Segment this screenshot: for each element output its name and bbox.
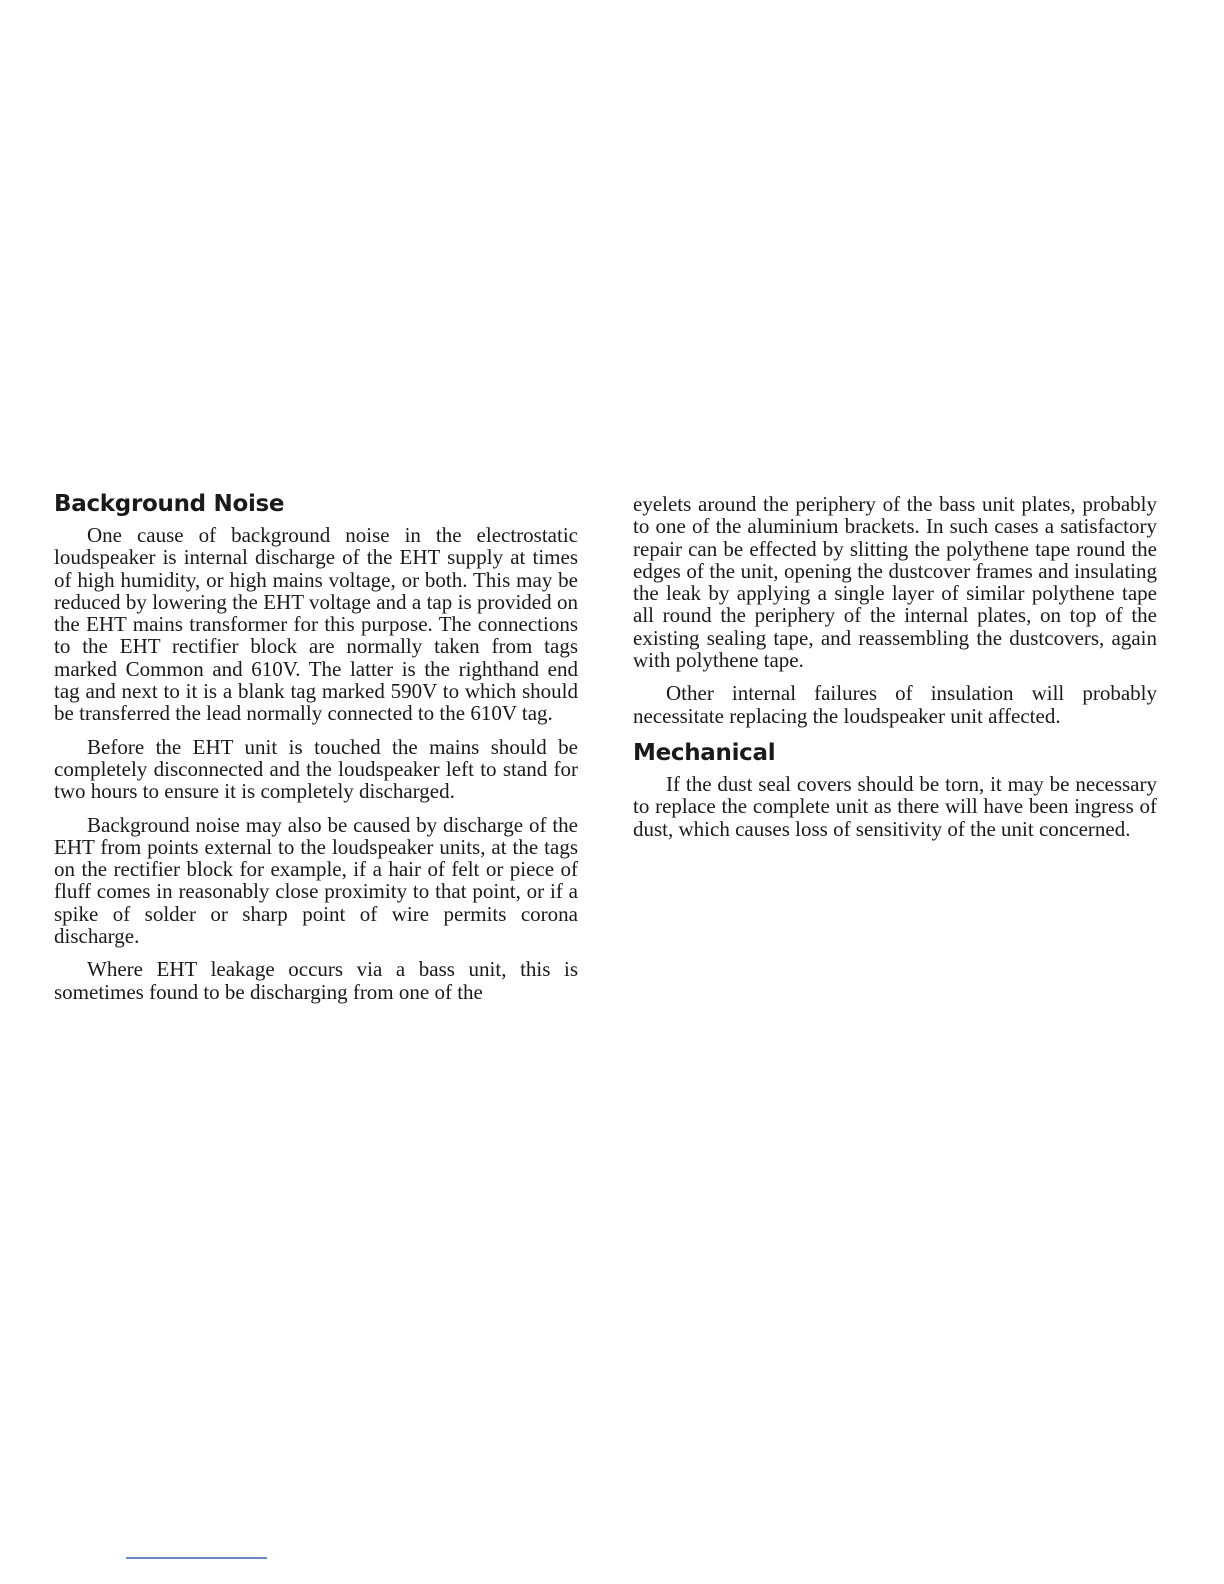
paragraph-other-failures: Other internal failures of insulation will probably necessitate replacing the loudspeaker unit affected. <box>633 681 1157 728</box>
right-column <box>633 493 1157 851</box>
paragraph-continuation-repair: eyelets around the periphery of the bass unit plates, probably to one of the aluminium brackets. In such cases a satisfactory repair can be effected by slitting the polythene tape round the edges of the unit, opening the dustcover frames and insulating the leak by applying a single layer of similar polythene tape all round the periphery of the internal plates, on top of the existing sealing tape, and reassembling the dustcovers, again with polythene tape. <box>633 492 1157 673</box>
paragraph-external-discharge: Background noise may also be caused by discharge of the EHT from points external to the loudspeaker units, at the tags on the rectifier block for example, if a hair of felt or piece of fluff comes in reasonably close proximity to that point, or if a spike of solder or sharp point of wire permits corona discharge. <box>54 812 578 949</box>
paragraph-dust-seal: If the dust seal covers should be torn, it may be necessary to replace the complete unit as there will have been ingress of dust, which causes loss of sensitivity of the unit concerned. <box>633 771 1157 841</box>
left-column <box>54 490 578 1014</box>
footnote-rule <box>126 1557 267 1559</box>
section-heading-mechanical: Mechanical <box>633 739 776 766</box>
paragraph-safety-disconnect: Before the EHT unit is touched the mains should be completely disconnected and the loudspeaker left to stand for two hours to ensure it is completely discharged. <box>54 734 578 804</box>
section-heading-background-noise: Background Noise <box>54 491 285 517</box>
paragraph-eht-discharge: One cause of background noise in the electrostatic loudspeaker is internal discharge of the EHT supply at times of high humidity, or high mains voltage, or both. This may be reduced by lowering the EHT voltage and a tap is provided on the EHT mains transformer for this purpose. The connections to the EHT rectifier block are normally taken from tags marked Common and 610V. The latter is the righthand end tag and next to it is a blank tag marked 590V to which should be transferred the lead normally connected to the 610V tag. <box>54 523 578 726</box>
paragraph-bass-unit-leakage: Where EHT leakage occurs via a bass unit, this is sometimes found to be discharging from one of the <box>54 957 578 1004</box>
